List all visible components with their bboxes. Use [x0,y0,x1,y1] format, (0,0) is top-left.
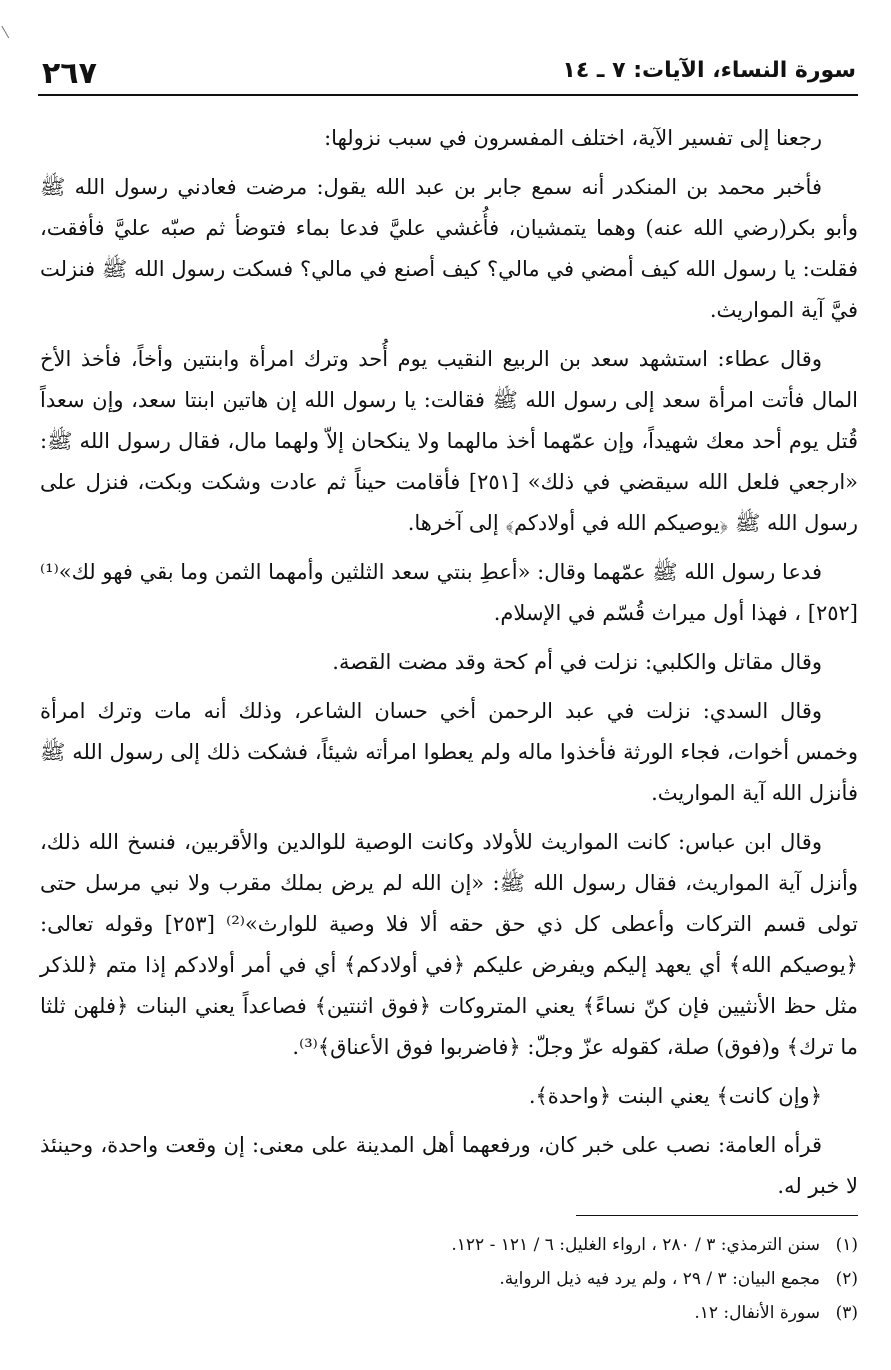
footnote [40,1262,858,1296]
footnotes [40,1215,858,1330]
paragraph: وقال ابن عباس: كانت المواريث للأولاد وكانت الوصية للوالدين والأقربين، فنسخ الله ذلك، وأنزل آية المواريث، فقال رسول الله ﷺ: «إن الله لم يرض بملك مقرب ولا نبي مرسل حتى تولى قسم التركات وأعطى كل ذي حق حقه ألا فلا وصية للوارث»⁽²⁾ [٢٥٣] وقوله تعالى: ﴿يوصيكم الله﴾ أي يعهد إليكم ويفرض عليكم ﴿في أولادكم﴾ أي في أمر أولادكم إذا متم ﴿للذكر مثل حظ الأنثيين فإن كنّ نساءً﴾ يعني المتروكات ﴿فوق اثنتين﴾ فصاعداً يعني البنات ﴿فلهن ثلثا ما ترك﴾ و(فوق) صلة، كقوله عزّ وجلّ: ﴿فاضربوا فوق الأعناق﴾⁽³⁾. [40,830,858,1059]
paragraph: وقال عطاء: استشهد سعد بن الربيع النقيب يوم أُحد وترك امرأة وابنتين وأخاً، فأخذ الأخ المال فأتت امرأة سعد إلى رسول الله ﷺ فقالت: يا رسول الله إن هاتين ابنتا سعد، وإن سعداً قُتل يوم أحد معك شهيداً، وإن عمّهما أخذ مالهما ولا ينكحان إلاّ ولهما مال، فقال رسول الله ﷺ: «ارجعي فلعل الله سيقضي في ذلك» [٢٥١] فأقامت حيناً ثم عادت وشكت وبكت، فنزل على رسول الله ﷺ ﴿يوصيكم الله في أولادكم﴾ إلى آخرها. [40,347,859,535]
page-header [38,52,858,96]
paragraph: قرأه العامة: نصب على خبر كان، ورفعهما أهل المدينة على معنى: إن وقعت واحدة، وحينئذ لا خبر له. [40,1133,858,1198]
footnote [40,1228,858,1262]
footnote-text: مجمع البيان: ٣ / ٢٩ ، ولم يرد فيه ذيل الرواية. [499,1269,820,1289]
footnote-number: (١) [835,1235,858,1255]
footnote-number: (٣) [835,1303,858,1323]
footnote-divider [576,1215,858,1216]
footnote-text: سورة الأنفال: ١٢. [694,1303,820,1323]
page-number: ٢٦٧ [42,56,97,91]
footnote-text: سنن الترمذي: ٣ / ٢٨٠ ، ارواء الغليل: ٦ / ١٢١ - ١٢٢. [451,1235,820,1255]
main-text [40,118,858,1207]
paragraph: فأخبر محمد بن المنكدر أنه سمع جابر بن عبد الله يقول: مرضت فعادني رسول الله ﷺ وأبو بكر(رضي الله عنه) وهما يتمشيان، فأُغشي عليَّ فدعا بماء فتوضأ ثم صبّه عليَّ فأفقت، فقلت: يا رسول الله كيف أمضي في مالي؟ كيف أصنع في مالي؟ فسكت رسول الله ﷺ فنزلت فيَّ آية المواريث. [40,175,858,322]
paragraph: ﴿وإن كانت﴾ يعني البنت ﴿واحدة﴾. [528,1084,822,1108]
paragraph: فدعا رسول الله ﷺ عمّهما وقال: «أعطِ بنتي سعد الثلثين وأمهما الثمن وما بقي فهو لك»⁽¹⁾ [٢٥٢] ، فهذا أول ميراث قُسّم في الإسلام. [40,560,858,625]
paragraph: وقال السدي: نزلت في عبد الرحمن أخي حسان الشاعر، وذلك أنه مات وترك امرأة وخمس أخوات، فجاء الورثة فأخذوا ماله ولم يعطوا امرأته شيئاً، فشكت ذلك إلى رسول الله ﷺ فأنزل الله آية المواريث. [40,699,858,805]
footnote [40,1296,858,1330]
paragraph: وقال مقاتل والكلبي: نزلت في أم كحة وقد مضت القصة. [332,650,822,674]
paragraph: رجعنا إلى تفسير الآية، اختلف المفسرون في سبب نزولها: [324,126,822,150]
running-title: سورة النساء، الآيات: ٧ ـ ١٤ [562,58,856,83]
footnote-number: (٢) [835,1269,858,1289]
scan-mark [1,20,19,39]
